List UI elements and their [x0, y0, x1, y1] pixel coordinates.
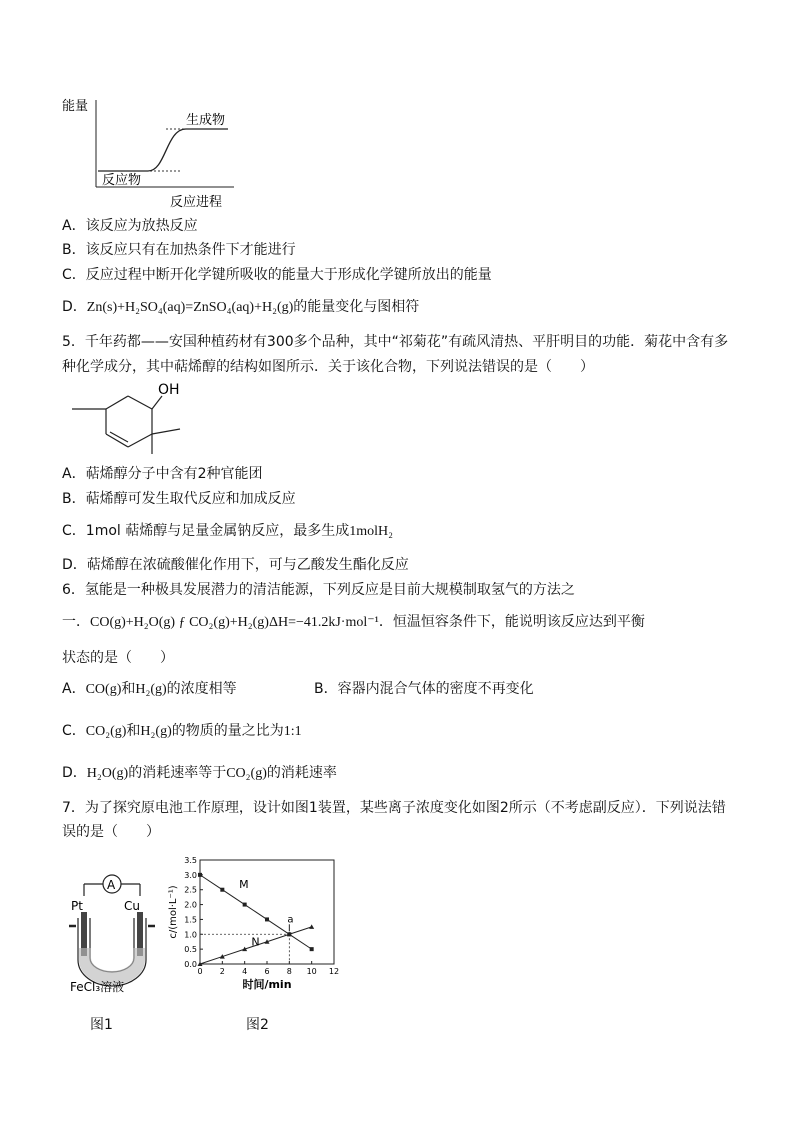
q6-option-b: B．容器内混合气体的密度不再变化	[314, 681, 534, 697]
series-M-point	[265, 917, 269, 921]
terpineol-structure	[62, 374, 192, 460]
energy-diagram	[62, 92, 242, 212]
fig1-caption: 图1	[90, 1017, 113, 1033]
cu-label: Cu	[124, 899, 140, 913]
energy-curve	[98, 129, 228, 171]
series-M-point	[198, 873, 202, 877]
q5-option-c: C．1mol 萜烯醇与足量金属钠反应，最多生成1molH₂	[62, 523, 394, 539]
oh-label: OH	[158, 382, 180, 398]
x-tick-label: 4	[242, 967, 248, 976]
fig1-galvanic-cell	[62, 874, 162, 994]
annotation-label: a	[287, 914, 294, 926]
energy-product-label: 生成物	[186, 113, 226, 128]
series-M-name: M	[239, 878, 249, 892]
x-tick-label: 2	[219, 967, 225, 976]
q6-option-c: C．CO₂(g)和H₂(g)的物质的量之比为1:1	[62, 723, 302, 739]
series-N-name: N	[251, 935, 260, 949]
y-tick-label: 2.0	[184, 900, 197, 910]
y-tick-label: 1.0	[184, 930, 197, 940]
q5-stem-line1: 5．千年药都——安国种植药材有300多个品种，其中“祁菊花”有疏风清热、平肝明目的功能．菊花中含有多	[62, 334, 729, 350]
y-tick-label: 3.0	[184, 870, 197, 880]
chart-frame	[200, 860, 334, 964]
energy-reactant-label: 反应物	[102, 173, 142, 188]
q4-option-d: D．Zn(s)+H₂SO₄(aq)=ZnSO₄(aq)+H₂(g)的能量变化与图相符	[62, 299, 420, 315]
q5-option-b: B．萜烯醇可发生取代反应和加成反应	[62, 491, 296, 507]
y-axis-label: c/(mol·L⁻¹)	[168, 885, 179, 939]
series-M-point	[243, 903, 247, 907]
fig2-concentration-chart	[166, 852, 346, 1002]
q7-stem-line1: 7．为了探究原电池工作原理，设计如图1装置，某些离子浓度变化如图2所示（不考虑副反应）．下列说法错	[62, 800, 726, 816]
y-tick-label: 1.5	[184, 915, 197, 925]
q5-option-a: A．萜烯醇分子中含有2种官能团	[62, 466, 263, 482]
series-M-point	[310, 947, 314, 951]
x-tick-label: 6	[264, 967, 270, 976]
x-tick-label: 10	[306, 967, 317, 976]
q6-stem-line2: 一．CO(g)+H₂O(g) ƒ CO₂(g)+H₂(g)ΔH=−41.2kJ·mol⁻¹．恒温恒容条件下，能说明该反应达到平衡	[62, 614, 645, 630]
energy-xlabel: 反应进程	[170, 195, 223, 210]
ammeter-label: A	[107, 878, 116, 892]
q6-option-a: A．CO(g)和H₂(g)的浓度相等	[62, 681, 237, 697]
solution-label: FeCl₃溶液	[70, 980, 125, 994]
y-tick-label: 0.0	[184, 960, 197, 969]
series-N-point	[309, 924, 314, 929]
q6-stem-line1: 6．氢能是一种极具发展潜力的清洁能源，下列反应是目前大规模制取氢气的方法之	[62, 582, 575, 598]
q6-option-d: D．H₂O(g)的消耗速率等于CO₂(g)的消耗速率	[62, 765, 337, 781]
x-tick-label: 12	[328, 967, 340, 976]
series-M-point	[220, 888, 224, 892]
x-tick-label: 0	[197, 967, 203, 976]
q4-option-c: C．反应过程中断开化学键所吸收的能量大于形成化学键所放出的能量	[62, 267, 492, 283]
q4-option-a: A．该反应为放热反应	[62, 218, 198, 234]
fig2-caption: 图2	[246, 1017, 269, 1033]
y-tick-label: 0.5	[184, 945, 197, 955]
pt-label: Pt	[71, 899, 83, 913]
x-axis-label: 时间/min	[242, 978, 292, 991]
x-tick-label: 8	[286, 967, 292, 976]
q7-stem-line2: 误的是（ ）	[62, 824, 160, 840]
energy-ylabel: 能量	[62, 99, 89, 114]
q4-option-b: B．该反应只有在加热条件下才能进行	[62, 242, 296, 258]
y-tick-label: 3.5	[184, 856, 197, 865]
q5-option-d: D．萜烯醇在浓硫酸催化作用下，可与乙酸发生酯化反应	[62, 557, 409, 573]
y-tick-label: 2.5	[184, 885, 197, 895]
q5-stem-line2: 种化学成分，其中萜烯醇的结构如图所示．关于该化合物，下列说法错误的是（ ）	[62, 359, 594, 375]
q6-stem-line3: 状态的是（ ）	[62, 650, 174, 666]
